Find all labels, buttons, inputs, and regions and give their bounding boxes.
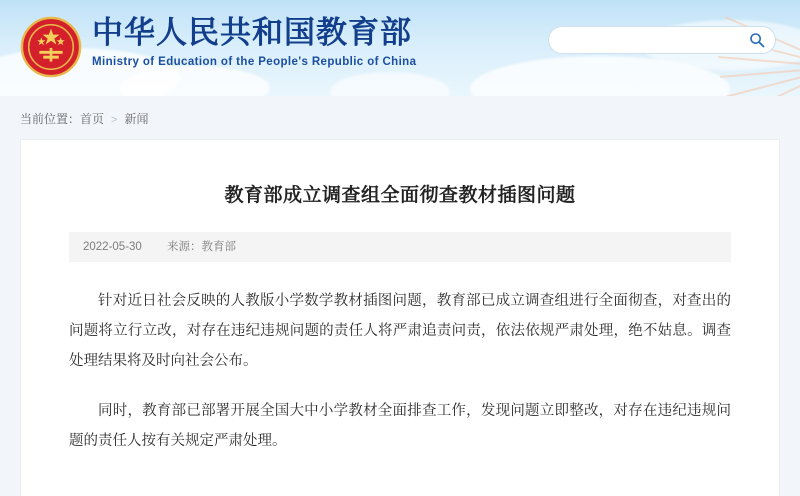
article-meta-bar (69, 232, 731, 262)
cloud-decoration (330, 72, 450, 96)
breadcrumb-item-news: 新闻 (124, 112, 149, 126)
article-source: 来源：教育部 (167, 241, 237, 253)
site-title-cn: 中华人民共和国教育部 (92, 15, 412, 51)
article-card (20, 139, 780, 496)
article-paragraph: 针对近日社会反映的人教版小学数学教材插图问题，教育部已成立调查组进行全面彻查，对查出的问题将立行立改，对存在违纪违规问题的责任人将严肃追责问责，依法依规严肃处理，绝不姑息。调查处理结果将及时向社会公布。 (69, 293, 731, 369)
article-paragraph: 同时，教育部已部署开展全国大中小学教材全面排查工作，发现问题立即整改，对存在违纪违规问题的责任人按有关规定严肃处理。 (69, 403, 731, 449)
page-title: 教育部成立调查组全面彻查教材插图问题 (224, 184, 576, 206)
site-title-block (92, 12, 416, 68)
site-title-en: Ministry of Education of the People's Republic of China (92, 56, 417, 68)
article-date: 2022-05-30 (83, 241, 142, 253)
search-icon[interactable] (749, 32, 765, 48)
article-body (69, 286, 731, 456)
search-input[interactable] (563, 27, 747, 55)
breadcrumb-prefix: 当前位置： (20, 112, 81, 126)
china-national-emblem-icon (20, 16, 82, 78)
breadcrumb (0, 96, 800, 139)
breadcrumb-item-home[interactable]: 首页 (80, 112, 105, 126)
search-box[interactable] (548, 26, 776, 54)
site-header (0, 0, 800, 96)
breadcrumb-separator-icon: > (111, 114, 118, 126)
